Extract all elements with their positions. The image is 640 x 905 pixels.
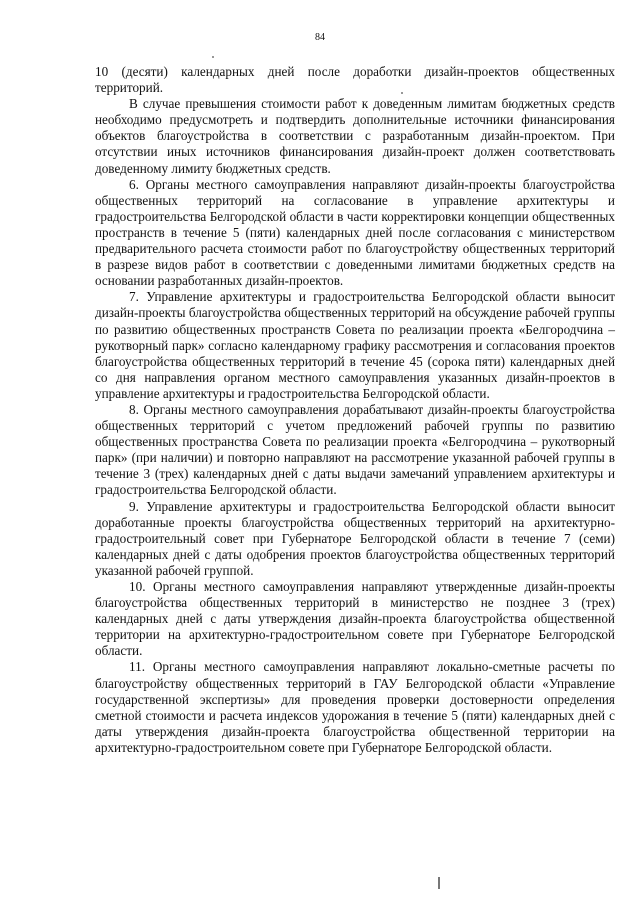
paragraph-continuation: 10 (десяти) календарных дней после доработки дизайн-проектов общественных территорий.	[95, 64, 615, 96]
document-body	[95, 64, 615, 756]
paragraph-item-8: 8. Органы местного самоуправления дорабатывают дизайн-проекты благоустройства общественных территорий с учетом предложений рабочей группы по развитию общественных пространства Совета по реализации проекта «Белгородчина – рукотворный парк» (при наличии) и повторно направляют на рассмотрение указанной рабочей группы в течение 3 (трех) календарных дней с даты выдачи замечаний управлением архитектуры и градостроительства Белгородской области.	[95, 401, 615, 498]
paragraph-item-7: 7. Управление архитектуры и градостроительства Белгородской области выносит дизайн-проекты благоустройства общественных территорий на обсуждение рабочей группы по развитию общественных пространств Совета по реализации проекта «Белгородчина – рукотворный парк» согласно календарному графику рассмотрения и согласования проектов благоустройства общественных территорий в течение 45 (сорока пяти) календарных дней со дня направления органом местного самоуправления указанных дизайн-проектов в управление архитектуры и градостроительства Белгородской области.	[95, 289, 615, 401]
scan-speck	[212, 56, 214, 58]
paragraph-item-6: 6. Органы местного самоуправления направляют дизайн-проекты благоустройства общественных территорий на согласование в управление архитектуры и градостроительства Белгородской области в части корректировки концепции общественных пространств в течение 5 (пяти) календарных дней после согласования с министерством предварительного расчета стоимости работ по благоустройству общественных территорий в разрезе видов работ в соответствии с доведенными лимитами бюджетных средств на основании разработанных дизайн-проектов.	[95, 176, 615, 289]
scan-speck	[401, 92, 403, 94]
paragraph-budget-excess: В случае превышения стоимости работ к доведенным лимитам бюджетных средств необходимо предусмотреть и подтвердить дополнительные источники финансирования объектов благоустройства в соответствии с разработанным дизайн-проектом. При отсутствии иных источников финансирования дизайн-проект должен соответствовать доведенному лимиту бюджетных средств.	[95, 96, 615, 176]
page-number: 84	[315, 32, 325, 43]
paragraph-item-11: 11. Органы местного самоуправления направляют локально-сметные расчеты по благоустройству общественных территорий в ГАУ Белгородской области «Управление государственной экспертизы» для проведения проверки достоверности определения сметной стоимости и расчета индексов удорожания в течение 5 (пяти) календарных дней с даты утверждения дизайн-проекта благоустройства общественной территории на архитектурно-градостроительном совете при Губернаторе Белгородской области.	[95, 659, 615, 755]
paragraph-item-10: 10. Органы местного самоуправления направляют утвержденные дизайн-проекты благоустройства общественных территорий в министерство не позднее 3 (трех) календарных дней с даты утверждения дизайн-проекта благоустройства общественной территории на архитектурно-градостроительном совете при Губернаторе Белгородской области.	[95, 579, 615, 659]
scan-speck	[438, 877, 440, 889]
paragraph-item-9: 9. Управление архитектуры и градостроительства Белгородской области выносит доработанные проекты благоустройства общественных территорий на архитектурно-градостроительный совет при Губернаторе Белгородской области в течение 7 (семи) календарных дней с даты одобрения проектов благоустройства общественных территорий указанной рабочей группой.	[95, 498, 615, 578]
